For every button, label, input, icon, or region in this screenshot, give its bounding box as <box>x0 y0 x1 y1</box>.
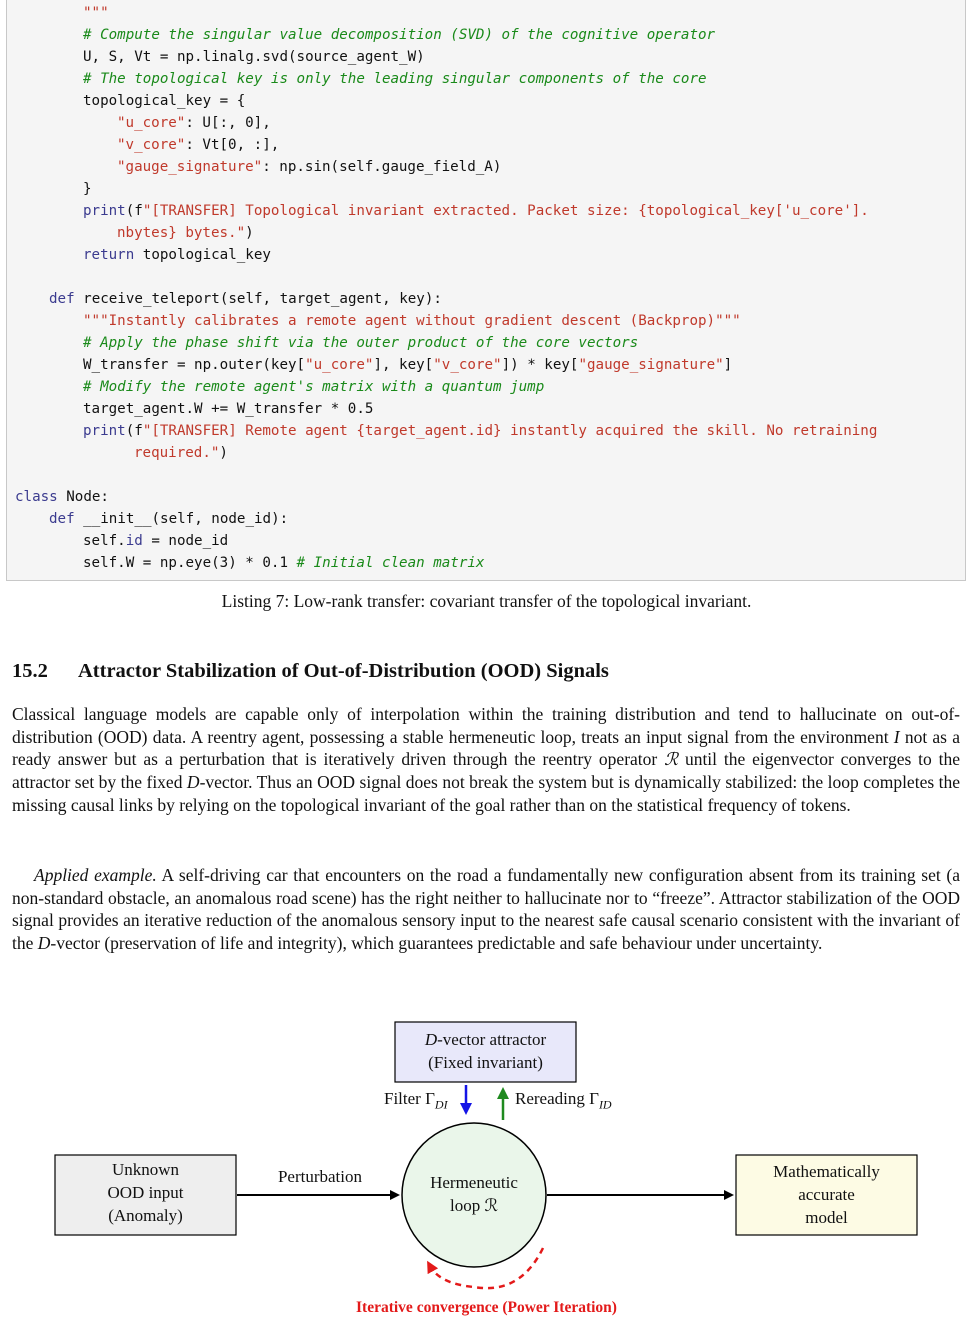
filter-label <box>384 1089 448 1112</box>
code-line <box>117 112 271 134</box>
code-line <box>117 222 254 244</box>
rereading-label <box>515 1089 612 1112</box>
code-line <box>49 288 442 310</box>
section-number: 15.2 <box>12 660 48 682</box>
code-token: """Instantly calibrates a remote agent without gradient descent (Backprop)""" <box>83 313 741 329</box>
code-token: return <box>83 247 135 263</box>
rereading-text: Rereading Γ <box>515 1089 599 1108</box>
code-token: : U[:, 0], <box>185 115 271 131</box>
section-title: Attractor Stabilization of Out-of-Distribution (OOD) Signals <box>78 660 609 682</box>
input-line2: OOD input <box>107 1183 184 1202</box>
code-token: "gauge_signature" <box>117 159 263 175</box>
code-line <box>83 24 715 46</box>
code-token: print <box>83 203 126 219</box>
code-line <box>83 420 877 442</box>
perturbation-label: Perturbation <box>277 1167 363 1186</box>
code-token: : Vt[0, :], <box>185 137 280 153</box>
code-token: "v_core" <box>433 357 502 373</box>
output-line2: accurate <box>798 1185 855 1204</box>
loop-line1: Hermeneutic <box>430 1173 518 1192</box>
input-line1: Unknown <box>111 1160 180 1179</box>
code-line <box>117 156 501 178</box>
code-token: required." <box>134 445 220 461</box>
attractor-line1: D-vector attractor <box>424 1030 547 1049</box>
code-token: id <box>125 533 143 549</box>
code-token: receive_teleport(self, target_agent, key): <box>74 291 442 307</box>
attractor-line2: (Fixed invariant) <box>428 1053 543 1072</box>
section-heading <box>12 660 609 683</box>
code-line <box>83 332 638 354</box>
code-token: # Apply the phase shift via the outer product of the core vectors <box>83 335 639 351</box>
paragraph-applied-example <box>12 864 960 955</box>
code-listing <box>6 0 966 581</box>
code-token: topological_key <box>134 247 271 263</box>
code-token: (f <box>125 203 143 219</box>
code-line <box>83 376 544 398</box>
rereading-subscript: ID <box>598 1097 612 1112</box>
code-token: ]) * key[ <box>501 357 579 373</box>
code-line <box>83 46 425 68</box>
code-token: # The topological key is only the leading singular components of the core <box>83 71 707 87</box>
code-token: ) <box>245 225 254 241</box>
input-line3: (Anomaly) <box>108 1206 183 1225</box>
code-token: "v_core" <box>117 137 186 153</box>
code-token: """ <box>83 5 109 21</box>
code-line <box>83 2 109 24</box>
attractor-diagram <box>0 1010 973 1325</box>
code-token: # Modify the remote agent's matrix with a quantum jump <box>83 379 545 395</box>
output-line3: model <box>805 1208 848 1227</box>
code-line <box>49 508 288 530</box>
listing-caption: Listing 7: Low-rank transfer: covariant transfer of the topological invariant. <box>221 591 752 611</box>
code-line <box>15 486 109 508</box>
code-token: ] <box>723 357 733 373</box>
applied-example-body: A self-driving car that encounters on the road a fundamentally new configuration absent from its training set (a non-standard obstacle, an anomalous road scene) has the right neither to hallucinate nor to “freeze”. Attractor stabilization of the OOD signal provides an iterative reduction of the anomalous sensory input to the nearest safe causal scenario consistent with the invariant of the D-vector (preservation of life and integrity), which guarantees predictable and safe behaviour under uncertainty. <box>12 865 960 954</box>
attractor-label <box>395 1028 576 1074</box>
convergence-label: Iterative convergence (Power Iteration) <box>356 1299 617 1316</box>
code-line <box>83 178 92 200</box>
code-line <box>83 398 373 420</box>
code-token: def <box>49 291 75 307</box>
code-token: : np.sin(self.gauge_field_A) <box>262 159 502 175</box>
code-token: self.W = np.eye(3) * 0.1 <box>83 555 297 571</box>
model-output-label <box>736 1160 917 1229</box>
code-token: __init__(self, node_id): <box>74 511 289 527</box>
code-line <box>83 200 869 222</box>
code-token: "gauge_signature" <box>578 357 724 373</box>
code-token: U, S, Vt = np.linalg.svd(source_agent_W) <box>83 49 425 65</box>
output-line1: Mathematically <box>773 1162 880 1181</box>
code-line <box>83 552 484 574</box>
paragraph-ood: Classical language models are capable only of interpolation within the training distribution and tend to hallucinate on out-of-distribution (OOD) data. A reentry agent, possessing a stable hermeneutic loop, treats an input signal from the environment I not as a ready answer but as a perturbation that is iteratively driven through the reentry operator ℛ until the eigenvector converges to the attractor set by the fixed D-vector. Thus an OOD signal does not break the system but is dynamically stabilized: the loop completes the missing causal links by relying on the topological invariant of the goal rather than on the statistical frequency of tokens. <box>12 704 961 815</box>
code-token: "u_core" <box>305 357 374 373</box>
code-token: print <box>83 423 126 439</box>
ood-input-label <box>55 1158 236 1227</box>
code-token: "[TRANSFER] Remote agent {target_agent.id} instantly acquired the skill. No retraining <box>142 423 878 439</box>
code-line <box>83 90 245 112</box>
code-line <box>83 68 707 90</box>
code-token: # Initial clean matrix <box>296 555 485 571</box>
code-token: # Compute the singular value decomposition (SVD) of the cognitive operator <box>83 27 716 43</box>
code-token: self. <box>83 533 126 549</box>
code-line <box>83 530 228 552</box>
loop-line2: loop ℛ <box>449 1196 499 1215</box>
code-line <box>117 134 279 156</box>
applied-example-lead: Applied example. <box>34 865 157 885</box>
code-line <box>83 244 271 266</box>
code-token: topological_key = { <box>83 93 246 109</box>
code-token: } <box>83 181 92 197</box>
filter-text: Filter Γ <box>384 1089 435 1108</box>
code-token: W_transfer = np.outer(key[ <box>83 357 306 373</box>
code-line <box>134 442 228 464</box>
code-token: = node_id <box>142 533 229 549</box>
code-token: def <box>49 511 75 527</box>
filter-subscript: DI <box>434 1097 448 1112</box>
code-token: "u_core" <box>117 115 186 131</box>
code-line <box>83 354 732 376</box>
code-token: ) <box>219 445 228 461</box>
code-line <box>83 310 741 332</box>
code-token: target_agent.W += W_transfer * 0.5 <box>83 401 374 417</box>
code-token: class <box>15 489 58 505</box>
code-token: (f <box>125 423 143 439</box>
code-token: "[TRANSFER] Topological invariant extracted. Packet size: {topological_key['u_core']. <box>142 203 869 219</box>
code-token: ], key[ <box>373 357 434 373</box>
code-token: nbytes} bytes." <box>117 225 246 241</box>
loop-label <box>404 1171 544 1217</box>
code-token: Node: <box>57 489 109 505</box>
